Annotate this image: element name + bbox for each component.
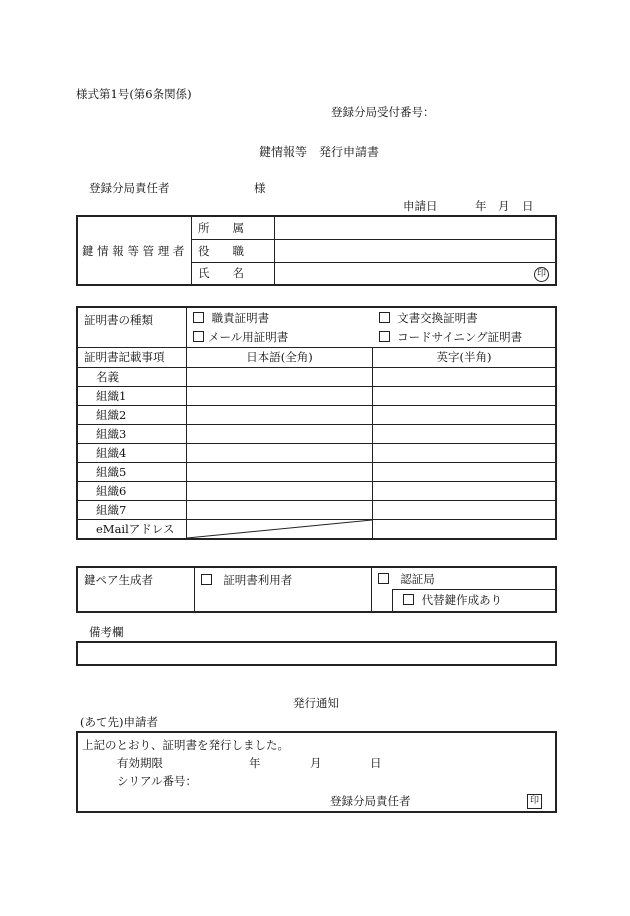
form-number: 様式第1号(第6条関係) <box>76 87 192 101</box>
seal-icon: 印 <box>534 267 549 282</box>
keypair-option-proxy-label: 代替鍵作成あり <box>421 593 503 607</box>
field-affiliation-input[interactable] <box>275 216 557 239</box>
cert-option-codesign-label: コードサイニング証明書 <box>397 329 523 344</box>
row-label: 組織4 <box>77 443 187 462</box>
manager-table <box>76 215 557 286</box>
field-position-input[interactable] <box>275 239 557 262</box>
page-title: 鍵情報等 発行申請書 <box>259 145 380 159</box>
ja-input[interactable] <box>187 405 373 424</box>
cert-option-codesign[interactable] <box>373 327 557 347</box>
col-japanese-header: 日本語(全角) <box>187 347 373 367</box>
validity-day: 日 <box>370 756 382 770</box>
ja-input[interactable] <box>187 462 373 481</box>
field-affiliation-label: 所 属 <box>192 216 275 239</box>
en-input[interactable] <box>373 424 557 443</box>
field-position-label: 役 職 <box>192 239 275 262</box>
apply-date-label: 申請日 <box>403 199 438 213</box>
remarks-field[interactable] <box>76 641 557 666</box>
addressee: 登録分局責任者 <box>89 181 170 195</box>
apply-date-year: 年 <box>475 199 487 213</box>
keypair-option-user[interactable] <box>195 567 372 612</box>
row-label: 組織2 <box>77 405 187 424</box>
validity-label: 有効期限 <box>117 756 163 770</box>
ja-input[interactable] <box>187 481 373 500</box>
keypair-proxy-cell <box>372 589 557 612</box>
cert-type-label: 証明書の種類 <box>77 307 187 347</box>
en-input[interactable] <box>373 500 557 519</box>
notice-recipient: (あて先)申請者 <box>80 715 158 729</box>
apply-date-month: 月 <box>498 199 510 213</box>
serial-label: シリアル番号： <box>117 774 198 788</box>
remarks-label: 備考欄 <box>89 625 124 639</box>
validity-month: 月 <box>310 756 322 770</box>
keypair-option-proxy[interactable] <box>392 589 555 611</box>
validity-year: 年 <box>249 756 261 770</box>
cert-option-duty[interactable] <box>187 307 373 327</box>
keypair-table <box>76 566 557 613</box>
checkbox-icon[interactable] <box>193 331 204 342</box>
ja-input[interactable] <box>187 500 373 519</box>
ja-input[interactable] <box>187 443 373 462</box>
en-input[interactable] <box>373 462 557 481</box>
field-name-label: 氏 名 <box>192 262 275 285</box>
col-english-header: 英字(半角) <box>373 347 557 367</box>
notice-box <box>76 731 557 813</box>
certificate-table <box>76 306 557 540</box>
row-label: eMailアドレス <box>77 519 187 539</box>
row-label: 組織1 <box>77 386 187 405</box>
diagonal-slash <box>187 520 372 538</box>
cert-option-document-label: 文書交換証明書 <box>397 310 478 325</box>
notice-title: 発行通知 <box>293 696 339 710</box>
row-label: 組織5 <box>77 462 187 481</box>
issuer-label: 登録分局責任者 <box>330 794 411 808</box>
cert-option-mail[interactable] <box>187 327 373 347</box>
en-input[interactable] <box>373 405 557 424</box>
row-label: 名義 <box>77 367 187 386</box>
ja-email-disabled <box>187 519 373 539</box>
cert-items-header: 証明書記載事項 <box>77 347 187 367</box>
cert-option-duty-label: 職責証明書 <box>211 310 270 325</box>
checkbox-icon[interactable] <box>193 312 204 323</box>
keypair-option-ca[interactable] <box>372 567 557 589</box>
en-input[interactable] <box>373 443 557 462</box>
field-name-input[interactable] <box>275 262 557 285</box>
notice-body: 上記のとおり、証明書を発行しました。 <box>82 738 289 752</box>
ja-input[interactable] <box>187 386 373 405</box>
row-label: 組織6 <box>77 481 187 500</box>
addressee-suffix: 様 <box>254 181 266 195</box>
keypair-option-user-label: 証明書利用者 <box>223 573 293 587</box>
reception-number-label: 登録分局受付番号： <box>331 105 435 119</box>
checkbox-icon[interactable] <box>379 312 390 323</box>
ja-input[interactable] <box>187 424 373 443</box>
keypair-label: 鍵ペア生成者 <box>77 567 195 612</box>
keypair-option-ca-label: 認証局 <box>400 571 435 586</box>
checkbox-icon[interactable] <box>378 573 389 584</box>
en-input[interactable] <box>373 367 557 386</box>
issuer-seal <box>527 792 542 809</box>
manager-label: 鍵 情 報 等 管 理 者 <box>77 216 192 285</box>
checkbox-icon[interactable] <box>403 594 414 605</box>
en-input[interactable] <box>373 481 557 500</box>
apply-date-day: 日 <box>522 199 534 213</box>
cert-option-mail-label: メール用証明書 <box>208 329 289 344</box>
en-input[interactable] <box>373 386 557 405</box>
row-label: 組織3 <box>77 424 187 443</box>
checkbox-icon[interactable] <box>201 574 212 585</box>
cert-option-document[interactable] <box>373 307 557 327</box>
seal-icon: 印 <box>527 794 542 809</box>
row-label: 組織7 <box>77 500 187 519</box>
ja-input[interactable] <box>187 367 373 386</box>
checkbox-icon[interactable] <box>379 331 390 342</box>
en-email-input[interactable] <box>373 519 557 539</box>
